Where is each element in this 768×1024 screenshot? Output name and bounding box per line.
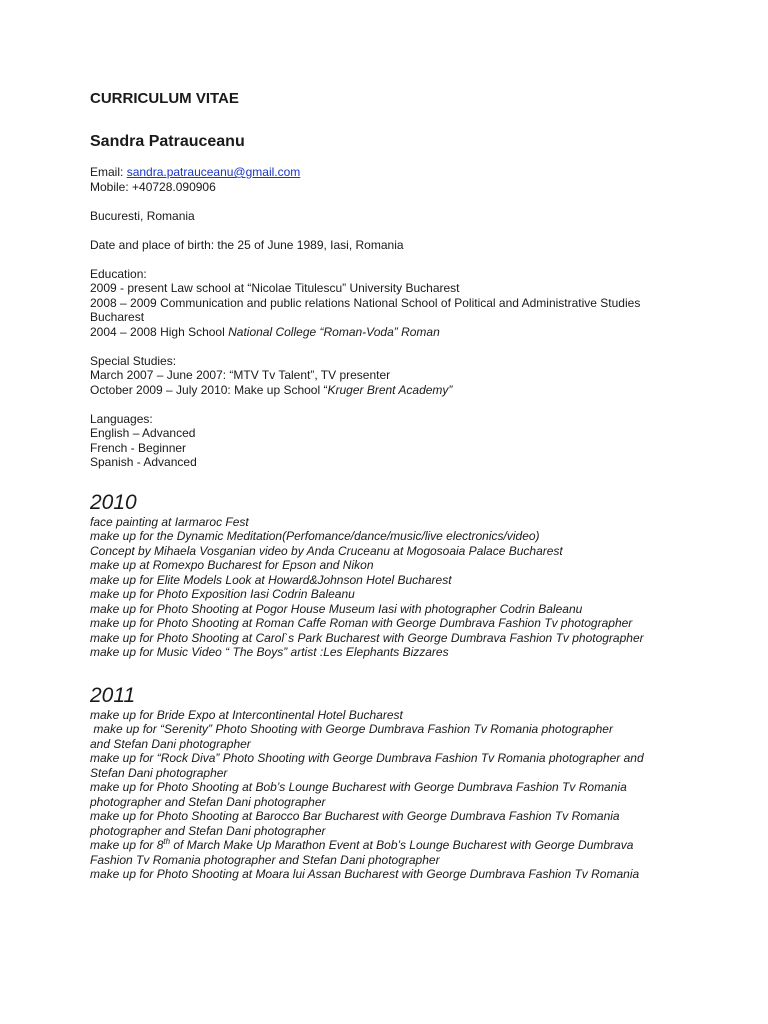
experience-item-text: of March Make Up Marathon Event at Bob’s Lounge Bucharest with George Dumbrava <box>170 838 634 852</box>
email-link[interactable]: sandra.patrauceanu@gmail.com <box>126 165 301 179</box>
special-studies-item <box>90 383 750 398</box>
year-2010-section <box>90 491 750 660</box>
experience-item: Fashion Tv Romania photographer and Stefan Dani photographer <box>90 852 440 867</box>
special-studies-item: March 2007 – June 2007: “MTV Tv Talent”, TV presenter <box>90 368 391 382</box>
experience-item: and Stefan Dani photographer <box>90 736 251 751</box>
experience-item: make up for “Serenity” Photo Shooting with George Dumbrava Fashion Tv Romania photographer <box>90 722 613 736</box>
education-section <box>90 267 750 354</box>
special-studies-section <box>90 354 750 412</box>
contact-section <box>90 165 750 267</box>
experience-item: make up for Bride Expo at Intercontinental Hotel Bucharest <box>90 707 403 722</box>
experience-item: Stefan Dani photographer <box>90 765 228 780</box>
experience-item: make up for Photo Shooting at Bob’s Lounge Bucharest with George Dumbrava Fashion Tv Romania <box>90 780 627 794</box>
experience-item: photographer and Stefan Dani photographer <box>90 823 326 838</box>
ordinal-superscript: th <box>163 837 171 846</box>
experience-item: make up for “Rock Diva” Photo Shooting with George Dumbrava Fashion Tv Romania photographer and <box>90 751 644 765</box>
experience-item: make up for the Dynamic Meditation(Perfomance/dance/music/live electronics/video) <box>90 529 540 543</box>
email-line <box>90 165 750 180</box>
experience-item: make up for Photo Shooting at Barocco Bar Bucharest with George Dumbrava Fashion Tv Romania <box>90 809 620 823</box>
education-item: 2009 - present Law school at “Nicolae Titulescu” University Bucharest <box>90 281 460 295</box>
education-heading: Education: <box>90 266 147 281</box>
experience-item: face painting at Iarmaroc Fest <box>90 514 249 529</box>
education-item-text: 2004 – 2008 High School <box>90 324 229 339</box>
experience-item: make up for Elite Models Look at Howard&Johnson Hotel Bucharest <box>90 572 452 587</box>
experience-item: Concept by Mihaela Vosganian video by Anda Cruceanu at Mogosoaia Palace Bucharest <box>90 543 563 558</box>
person-name: Sandra Patrauceanu <box>90 133 245 150</box>
experience-item: make up for Photo Exposition Iasi Codrin Baleanu <box>90 587 355 601</box>
experience-item: make up at Romexpo Bucharest for Epson and Nikon <box>90 558 374 572</box>
experience-item: make up for Photo Shooting at Carol`s Park Bucharest with George Dumbrava Fashion Tv photographer <box>90 630 644 645</box>
special-studies-item-text: October 2009 – July 2010: Make up School “ <box>90 382 328 397</box>
education-item: 2008 – 2009 Communication and public relations National School of Political and Administrative Studies <box>90 295 641 310</box>
year-heading: 2011 <box>90 683 136 707</box>
languages-section <box>90 412 750 470</box>
education-item <box>90 325 750 340</box>
experience-item: photographer and Stefan Dani photographer <box>90 794 326 809</box>
email-label: Email: <box>90 165 127 179</box>
experience-item-text: make up for 8 <box>90 838 164 852</box>
year-heading: 2010 <box>90 490 137 514</box>
mobile-line: Mobile: +40728.090906 <box>90 179 216 194</box>
document-title: CURRICULUM VITAE <box>90 90 239 107</box>
experience-item: make up for Music Video “ The Boys” artist :Les Elephants Bizzares <box>90 645 449 659</box>
experience-item: make up for Photo Shooting at Roman Caffe Roman with George Dumbrava Fashion Tv photographer <box>90 616 633 630</box>
cv-document <box>90 90 750 882</box>
city-line: Bucuresti, Romania <box>90 208 195 223</box>
experience-item <box>90 838 750 853</box>
language-item: French - Beginner <box>90 440 187 455</box>
languages-heading: Languages: <box>90 411 153 426</box>
experience-item: make up for Photo Shooting at Pogor House Museum Iasi with photographer Codrin Baleanu <box>90 601 583 616</box>
education-item-school: National College “Roman-Voda” Roman <box>228 324 440 339</box>
education-item: Bucharest <box>90 310 145 324</box>
experience-item: make up for Photo Shooting at Moara lui Assan Bucharest with George Dumbrava Fashion Tv Romania <box>90 867 640 881</box>
language-item: Spanish - Advanced <box>90 455 197 469</box>
special-studies-heading: Special Studies: <box>90 353 177 368</box>
year-2011-section <box>90 684 750 882</box>
language-item: English – Advanced <box>90 426 196 440</box>
special-studies-item-school: Kruger Brent Academy” <box>327 382 453 397</box>
birth-line: Date and place of birth: the 25 of June 1989, Iasi, Romania <box>90 237 404 252</box>
